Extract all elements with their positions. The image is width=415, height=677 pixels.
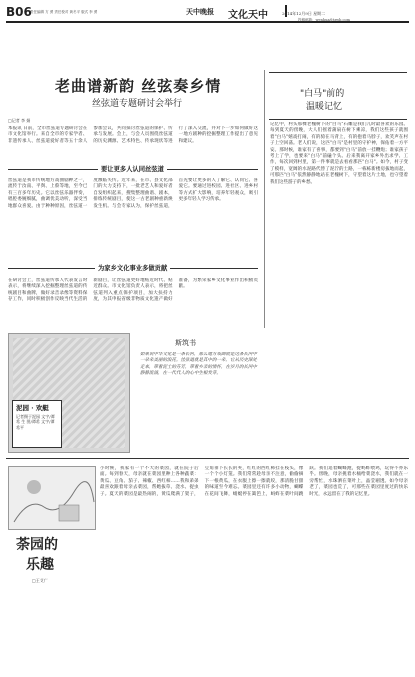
editor-meta: 责任编辑 方 勇 责任校对 黄冬平 版式 李 勇 [30, 10, 98, 14]
subhead2: 为家乡文化事业多做贡献 [95, 263, 170, 272]
article1-byline: □记者 李 娟 [8, 118, 31, 123]
article2-byline: □王艾广 [32, 578, 48, 583]
photo-caption-title: 泥园 · 欢艇 [16, 404, 49, 412]
article1-subtitle: 丝弦道专题研讨会举行 [92, 99, 183, 109]
sidebar-title-line2: 温暖记忆 [306, 102, 343, 112]
issue-date: 2014年12月9日 星期二 [282, 11, 326, 16]
page-code: B06 [6, 5, 32, 19]
article1-body1: 丝弦道是我市传统地方戏曲剧种之一，流传于汝南、平舆、上蔡等地，至今已有三百多年历史。它以丝弦乐器伴奏，唱腔委婉细腻，曲调优美动听，深受当地群众喜爱。由于种种原因，丝弦道一度濒临失传。近年来，在市、县文化部门的大力支持下，一批老艺人和爱好者自发组织起来，搜集整理曲谱、剧本，排练传统剧目，使这一古老剧种重新焕发生机。与会专家认为，保护丝弦道，首先要让更多的人了解它、认同它、喜爱它。要通过进校园、进社区、进乡村等方式扩大影响，培养年轻观众，吸引更多年轻人学习传承。 [8, 178, 258, 209]
poem-title: 斯筑书 [175, 339, 196, 347]
photo-caption-box [12, 400, 62, 448]
paper-name: 天中晚报 [186, 7, 214, 16]
sidebar-title-line1: "白马"前的 [300, 89, 345, 99]
submission-email: 投稿邮箱：wenhua@tzwb.com [298, 18, 350, 22]
article1-intro: 本报讯 日前，全市丝弦道专题研讨会在市文化馆举行。来自全市的专家学者、非遗传承人、丝弦道爱好者等五十余人参加会议，共同探讨丝弦道的保护、传承与发展。会上，与会人员围绕丝弦道的历史渊源、艺术特色、传承现状等进行了深入交流，并对下一步如何做好这一地方剧种的挖掘整理工作提出了意见和建议。 [8, 126, 258, 144]
article2-body: 小时候，我家有一个不大的菜园，就在院子后面。每到春天，母亲就在菜园里种上各种蔬菜：黄瓜、豆角、茄子、辣椒、西红柿……我和弟弟最喜欢跟着母亲去菜园，帮她拔草、浇水、捉虫子。夏天的菜园是最热闹的，黄瓜爬满了架子，豆角垂下长长的荚，红红的西红柿挂在枝头，像一个个小灯笼。我们常常趁母亲不注意，偷偷摘下一根黄瓜，在衣服上擦一擦就咬，那清脆甘甜的味道至今难忘。菜园里还有许多小动物，蝴蝶在花间飞舞，蜻蜓停在篱笆上，蚂蚱在菜叶间跳跃。我们追着蝴蝶跑，捉蚂蚱喂鸡，玩得不亦乐乎。傍晚，母亲挑着水桶给菜浇水，我们就在一旁帮忙，水珠洒在菜叶上，晶莹剔透。如今母亲老了，菜园也荒了，可那些在菜园里度过的快乐时光，永远留在了我的记忆里。 [100, 466, 408, 497]
section-title: 文化天中 [228, 10, 268, 21]
poem-body: 如果说中华文化是一条长河，那么地方戏曲就是这条长河中一朵朵美丽的浪花。丝弦道就是其中的一朵，它从历史深处走来，带着泥土的芬芳，带着乡亲的情怀，在岁月的长河中静静流淌，在一代代人的心中生根发芽。 [140, 352, 257, 377]
article1-title: 老曲谱新韵 丝弦奏乡情 [55, 77, 222, 95]
article1-body2: 在研讨会上，丝弦道传承人代表发言时表示，将继续深入挖掘整理丝弦道的传统剧目和曲牌，做好录音录像等资料保存工作，同时积极创作反映当代生活的新剧目，让丝弦道更好地贴近时代、贴近群众。市文化馆负责人表示，将把丝弦道列入重点保护项目，加大扶持力度，为其申报省级非物质文化遗产做好准备，为繁荣家乡文化事业作出积极贡献。 [8, 278, 258, 303]
subhead1: 要让更多人认同丝弦道 [98, 164, 167, 173]
illustration-graphic [9, 467, 95, 529]
section-divider [6, 458, 409, 459]
column-divider [264, 70, 265, 328]
illustration [8, 466, 96, 530]
sidebar-body: 记忆中，村头那棵老槐树下的"白马"石雕是我们儿时最喜欢的乐园。每到夏天的傍晚，大人们摇着蒲扇在树下乘凉，我们这些孩子就围着"白马"嬉戏打闹，有的骑在马背上，有的抱着马脖子，欢笑声在村子上空回荡。老人们说，这匹"白马"是村里的守护神，保佑着一方平安。那时候，谁家有了喜事，都要到"白马"前放一挂鞭炮；谁家孩子考上了学，也要来"白马"前磕个头。后来我离开家乡外出求学、工作，每次回到村里，第一件事就是去看看那匹"白马"。如今，村子变了模样，宽阔的水泥路代替了泥泞的土路，一栋栋新楼房拔地而起，可那匹"白马"依然静静地站在老槐树下，守望着这片土地，也守望着我们这些游子的乡愁。 [270, 122, 408, 185]
page-header [6, 5, 409, 23]
article2-title-line1: 荼园的 [16, 537, 58, 553]
photo-caption-body: 记者摄于泥园 文字/谭希 生 图/谭希 文字/谭希平 [16, 414, 55, 430]
article2-title-line2: 乐趣 [26, 557, 54, 573]
